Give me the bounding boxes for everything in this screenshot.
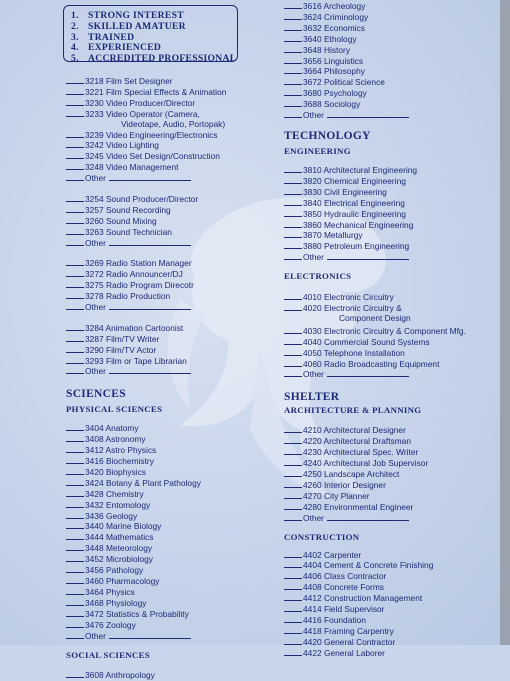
- rating-blank[interactable]: [66, 109, 84, 117]
- item-label: 4010 Electronic Circuitry: [303, 292, 394, 303]
- list-item[interactable]: [66, 445, 281, 456]
- item-label: 3263 Sound Technician: [85, 226, 172, 237]
- other-line[interactable]: Other: [284, 252, 504, 263]
- item-label: 3624 Criminology: [303, 11, 369, 22]
- list-item[interactable]: [284, 359, 504, 370]
- item-label: 3880 Petroleum Engineering: [303, 241, 410, 252]
- rating-blank[interactable]: [284, 337, 302, 345]
- list-item[interactable]: [66, 109, 281, 120]
- rating-blank[interactable]: [66, 587, 84, 595]
- item-label: 4210 Architectural Designer: [303, 425, 406, 436]
- rating-blank[interactable]: [284, 626, 302, 634]
- list-item[interactable]: [66, 609, 281, 620]
- list-item[interactable]: [66, 576, 281, 587]
- legend-number: 2.: [71, 20, 79, 32]
- rating-blank[interactable]: [66, 205, 84, 213]
- continuation-text: Videotape, Audio, Portopak): [121, 118, 226, 129]
- item-label: 3284 Animation Cartoonist: [85, 322, 184, 333]
- other-line[interactable]: Other: [284, 369, 504, 380]
- item-label: 4260 Interior Designer: [303, 479, 386, 490]
- item-label: 4408 Concrete Forms: [303, 582, 384, 593]
- list-item[interactable]: [284, 560, 504, 571]
- list-item[interactable]: [66, 620, 281, 631]
- rating-blank[interactable]: [284, 220, 302, 228]
- left-column: [66, 0, 281, 681]
- rating-blank[interactable]: [284, 550, 302, 558]
- rating-blank[interactable]: [66, 140, 84, 148]
- item-label: 4270 City Planner: [303, 490, 370, 501]
- list-item[interactable]: [284, 88, 504, 99]
- list-item[interactable]: [284, 425, 504, 436]
- item-label: 4220 Architectural Draftsman: [303, 436, 411, 447]
- list-item[interactable]: [66, 162, 281, 173]
- construction-heading: CONSTRUCTION: [284, 531, 360, 542]
- rating-blank[interactable]: [284, 77, 302, 85]
- rating-blank[interactable]: [66, 216, 84, 224]
- rating-blank[interactable]: [66, 620, 84, 628]
- rating-blank[interactable]: [66, 521, 84, 529]
- other-line[interactable]: Other: [66, 631, 281, 642]
- rating-blank[interactable]: [66, 269, 84, 277]
- item-label: 3278 Radio Production: [85, 291, 171, 302]
- legend-label: ACCREDITED PROFESSIONAL: [88, 53, 237, 65]
- list-item[interactable]: [284, 571, 504, 582]
- list-item[interactable]: [66, 565, 281, 576]
- item-label: 3260 Sound Mixing: [85, 215, 157, 226]
- rating-blank[interactable]: [284, 491, 302, 499]
- item-label: 4402 Carpenter: [303, 549, 362, 560]
- item-label: 4020 Electronic Circuitry &: [303, 303, 402, 314]
- rating-blank[interactable]: [66, 576, 84, 584]
- legend-number: 1.: [71, 10, 79, 21]
- list-item[interactable]: [284, 491, 504, 502]
- item-label: 3840 Electrical Engineering: [303, 197, 405, 208]
- list-item[interactable]: [66, 76, 281, 87]
- item-label: 4030 Electronic Circuitry & Component Mfg.: [303, 325, 466, 336]
- rating-blank[interactable]: [284, 469, 302, 477]
- list-item[interactable]: [66, 587, 281, 598]
- list-item[interactable]: [66, 478, 281, 489]
- item-label: 3460 Pharmacology: [85, 576, 160, 587]
- list-item[interactable]: [66, 334, 281, 345]
- list-item[interactable]: [284, 241, 504, 252]
- list-item[interactable]: [284, 615, 504, 626]
- list-item[interactable]: [66, 598, 281, 609]
- list-item[interactable]: [66, 356, 281, 367]
- list-item[interactable]: [66, 291, 281, 302]
- rating-blank[interactable]: [284, 88, 302, 96]
- continuation-text: Component Design: [339, 312, 411, 323]
- list-item[interactable]: [284, 66, 504, 77]
- list-item[interactable]: [66, 151, 281, 162]
- list-item[interactable]: [66, 98, 281, 109]
- item-label: 4406 Class Contractor: [303, 571, 387, 582]
- technology-heading: TECHNOLOGY: [284, 129, 371, 142]
- other-line[interactable]: Other: [66, 238, 281, 249]
- rating-blank[interactable]: [284, 45, 302, 53]
- list-item[interactable]: [66, 456, 281, 467]
- item-label: 3870 Metallurgy: [303, 230, 363, 241]
- item-label: 4418 Framing Carpentry: [303, 625, 394, 636]
- item-label: 3680 Psychology: [303, 88, 367, 99]
- rating-blank[interactable]: [284, 187, 302, 195]
- list-item[interactable]: [66, 227, 281, 238]
- rating-blank[interactable]: [284, 359, 302, 367]
- rating-blank[interactable]: [284, 176, 302, 184]
- item-label: 3464 Physics: [85, 586, 135, 597]
- rating-blank[interactable]: [284, 198, 302, 206]
- list-item[interactable]: [284, 198, 504, 209]
- item-label: 3221 Film Special Effects & Animation: [85, 86, 227, 97]
- social-sciences-heading: SOCIAL SCIENCES: [66, 650, 150, 661]
- item-label: 3290 Film/TV Actor: [85, 344, 157, 355]
- item-label: 3436 Geology: [85, 510, 138, 521]
- item-label: 3257 Sound Recording: [85, 204, 171, 215]
- list-item[interactable]: [284, 1, 504, 12]
- list-item[interactable]: [284, 292, 504, 303]
- list-item[interactable]: [284, 220, 504, 231]
- rating-blank[interactable]: [284, 209, 302, 217]
- item-label: 3810 Architectural Engineering: [303, 164, 418, 175]
- list-item[interactable]: [284, 12, 504, 23]
- rating-blank[interactable]: [284, 292, 302, 300]
- physical-sciences-heading: PHYSICAL SCIENCES: [66, 404, 163, 415]
- item-label: 3408 Astronomy: [85, 434, 146, 445]
- list-item[interactable]: [66, 543, 281, 554]
- rating-blank[interactable]: [66, 323, 84, 331]
- right-column: [284, 0, 504, 659]
- item-label: 3444 Mathematics: [85, 532, 154, 543]
- item-label: 3656 Linguistics: [303, 55, 364, 66]
- rating-blank[interactable]: [66, 478, 84, 486]
- item-label: 3830 Civil Engineering: [303, 186, 387, 197]
- item-label: 3245 Video Set Design/Construction: [85, 151, 220, 162]
- item-label: 3616 Archeology: [303, 1, 366, 11]
- item-label: 4040 Commercial Sound Systems: [303, 336, 430, 347]
- item-label: 3664 Philosophy: [303, 66, 365, 77]
- rating-blank[interactable]: [66, 511, 84, 519]
- item-label: 4060 Radio Broadcasting Equipment: [303, 358, 440, 369]
- item-label: 3632 Economics: [303, 22, 365, 33]
- item-label: 3248 Video Management: [85, 162, 179, 173]
- list-item[interactable]: [284, 447, 504, 458]
- rating-blank[interactable]: [66, 345, 84, 353]
- item-label: 4050 Telephone Installation: [303, 347, 405, 358]
- list-item[interactable]: [66, 345, 281, 356]
- legend-number: 5.: [71, 53, 79, 65]
- item-label: 4280 Environmental Engineer: [303, 501, 414, 512]
- shelter-heading: SHELTER: [284, 391, 340, 404]
- rating-blank[interactable]: [284, 326, 302, 334]
- other-line[interactable]: Other: [66, 302, 281, 313]
- rating-blank[interactable]: [66, 227, 84, 235]
- rating-blank[interactable]: [66, 434, 84, 442]
- other-line[interactable]: Other: [284, 110, 504, 121]
- list-item[interactable]: [284, 34, 504, 45]
- rating-blank[interactable]: [66, 543, 84, 551]
- rating-blank[interactable]: [284, 571, 302, 579]
- rating-blank[interactable]: [66, 565, 84, 573]
- rating-blank[interactable]: [284, 1, 302, 9]
- item-label: 3272 Radio Announcer/DJ: [85, 269, 183, 280]
- list-item[interactable]: [284, 23, 504, 34]
- list-item[interactable]: [284, 45, 504, 56]
- other-line[interactable]: Other: [66, 366, 281, 377]
- item-label: 3233 Video Operator (Camera,: [85, 108, 200, 119]
- item-label: 3608 Anthropology: [85, 670, 155, 681]
- list-item[interactable]: [284, 99, 504, 110]
- rating-blank[interactable]: [66, 423, 84, 431]
- list-item[interactable]: [284, 626, 504, 637]
- list-item[interactable]: [284, 56, 504, 67]
- rating-blank[interactable]: [284, 648, 302, 656]
- rating-blank[interactable]: [66, 670, 84, 678]
- rating-blank[interactable]: [66, 151, 84, 159]
- other-line[interactable]: Other: [66, 173, 281, 184]
- rating-blank[interactable]: [284, 165, 302, 173]
- legend-label: TRAINED: [88, 31, 135, 43]
- list-item[interactable]: [66, 434, 281, 445]
- rating-blank[interactable]: [66, 334, 84, 342]
- item-label: 4422 General Laborer: [303, 647, 385, 658]
- legend-label: EXPERIENCED: [88, 42, 162, 54]
- item-label: 3428 Chemistry: [85, 488, 144, 499]
- item-label: 4412 Construction Management: [303, 593, 423, 604]
- list-item[interactable]: [66, 489, 281, 500]
- item-label: 3275 Radio Program Direcotr: [85, 280, 194, 291]
- list-item[interactable]: [284, 480, 504, 491]
- rating-blank[interactable]: [284, 56, 302, 64]
- item-label: 3472 Statistics & Probability: [85, 608, 189, 619]
- list-item[interactable]: [66, 670, 281, 681]
- item-label: 3218 Film Set Designer: [85, 76, 173, 86]
- list-item[interactable]: [66, 423, 281, 434]
- architecture-planning-heading: ARCHITECTURE & PLANNING: [284, 405, 422, 416]
- rating-blank[interactable]: [66, 258, 84, 266]
- rating-blank[interactable]: [66, 280, 84, 288]
- list-item[interactable]: [284, 187, 504, 198]
- list-item[interactable]: [284, 436, 504, 447]
- rating-blank[interactable]: [284, 436, 302, 444]
- rating-blank[interactable]: [66, 356, 84, 364]
- item-label: 3424 Botany & Plant Pathology: [85, 477, 201, 488]
- item-label: 4416 Foundation: [303, 614, 366, 625]
- list-item[interactable]: [66, 500, 281, 511]
- list-item[interactable]: [284, 176, 504, 187]
- list-item[interactable]: [66, 323, 281, 334]
- list-item[interactable]: [66, 194, 281, 205]
- rating-blank[interactable]: [66, 500, 84, 508]
- item-label: 3404 Anatomy: [85, 423, 139, 434]
- item-label: 3269 Radio Station Manager: [85, 258, 192, 269]
- item-label: 3440 Marine Biology: [85, 521, 162, 532]
- rating-blank[interactable]: [284, 425, 302, 433]
- list-item[interactable]: [284, 337, 504, 348]
- list-item[interactable]: [284, 604, 504, 615]
- rating-blank[interactable]: [66, 291, 84, 299]
- list-item[interactable]: [66, 87, 281, 98]
- rating-blank[interactable]: [66, 532, 84, 540]
- list-item[interactable]: [284, 550, 504, 561]
- item-label: 3688 Sociology: [303, 99, 361, 110]
- rating-blank[interactable]: [284, 458, 302, 466]
- list-item[interactable]: [66, 521, 281, 532]
- list-item[interactable]: [66, 554, 281, 565]
- item-label: 4404 Cement & Concrete Finishing: [303, 560, 434, 571]
- item-label: 3850 Hydraulic Engineering: [303, 208, 406, 219]
- rating-blank[interactable]: [66, 194, 84, 202]
- rating-blank[interactable]: [66, 467, 84, 475]
- item-label: 4414 Field Supervisor: [303, 604, 385, 615]
- rating-blank[interactable]: [66, 87, 84, 95]
- item-label: 3432 Entomology: [85, 499, 151, 510]
- list-item[interactable]: [66, 280, 281, 291]
- list-item[interactable]: [284, 637, 504, 648]
- item-label: 3416 Biochemistry: [85, 456, 154, 467]
- list-item[interactable]: [284, 326, 504, 337]
- rating-blank[interactable]: [284, 66, 302, 74]
- engineering-heading: ENGINEERING: [284, 145, 351, 156]
- item-label: 4420 General Contractor: [303, 636, 396, 647]
- item-label: 3287 Film/TV Writer: [85, 333, 160, 344]
- rating-blank[interactable]: [284, 447, 302, 455]
- rating-blank[interactable]: [284, 230, 302, 238]
- item-label: 4240 Architectural Job Supervisor: [303, 458, 429, 469]
- rating-blank[interactable]: [284, 480, 302, 488]
- list-item[interactable]: [284, 458, 504, 469]
- list-item[interactable]: [284, 502, 504, 513]
- item-label: 3672 Political Science: [303, 77, 385, 88]
- rating-blank[interactable]: [284, 12, 302, 20]
- rating-blank[interactable]: [284, 604, 302, 612]
- item-label: 4250 Landscape Architect: [303, 469, 400, 479]
- electronics-heading: ELECTRONICS: [284, 271, 352, 282]
- rating-blank[interactable]: [284, 502, 302, 510]
- rating-blank[interactable]: [284, 23, 302, 31]
- list-item[interactable]: [66, 205, 281, 216]
- rating-blank[interactable]: [66, 130, 84, 138]
- list-item[interactable]: [66, 258, 281, 269]
- rating-blank[interactable]: [284, 348, 302, 356]
- item-label: 3230 Video Producer/Director: [85, 97, 196, 108]
- rating-blank[interactable]: [66, 554, 84, 562]
- list-item[interactable]: [284, 348, 504, 359]
- sciences-heading: SCIENCES: [66, 388, 126, 401]
- legend-number: 3.: [71, 31, 79, 43]
- rating-blank[interactable]: [284, 637, 302, 645]
- list-item[interactable]: [284, 230, 504, 241]
- rating-blank[interactable]: [66, 162, 84, 170]
- item-label: 3468 Physiology: [85, 597, 147, 608]
- rating-blank[interactable]: [284, 593, 302, 601]
- rating-blank[interactable]: [284, 241, 302, 249]
- rating-blank[interactable]: [66, 598, 84, 606]
- item-label: 3820 Chemical Engineering: [303, 175, 406, 186]
- list-item[interactable]: [284, 209, 504, 220]
- list-item[interactable]: [66, 269, 281, 280]
- rating-blank[interactable]: [66, 456, 84, 464]
- item-label: 3242 Video Lighting: [85, 140, 159, 151]
- list-item[interactable]: [284, 165, 504, 176]
- list-item[interactable]: [284, 593, 504, 604]
- list-item[interactable]: [66, 467, 281, 478]
- item-label: 3293 Film or Tape Librarian: [85, 355, 187, 366]
- item-label: 3640 Ethology: [303, 33, 357, 44]
- list-item[interactable]: [284, 77, 504, 88]
- rating-blank[interactable]: [284, 615, 302, 623]
- item-label: 3648 History: [303, 44, 351, 55]
- rating-blank[interactable]: [284, 582, 302, 590]
- rating-blank[interactable]: [66, 445, 84, 453]
- item-label: 3860 Mechanical Engineering: [303, 219, 414, 230]
- item-label: 3448 Meteorology: [85, 543, 153, 554]
- legend-number: 4.: [71, 42, 79, 54]
- item-label: 4230 Architectural Spec. Writer: [303, 447, 419, 458]
- other-line[interactable]: Other: [284, 513, 504, 524]
- list-item[interactable]: [284, 582, 504, 593]
- rating-blank[interactable]: [66, 76, 84, 84]
- item-label: 3456 Pathology: [85, 565, 144, 576]
- item-label: 3476 Zoology: [85, 619, 136, 630]
- list-item[interactable]: [66, 532, 281, 543]
- rating-blank[interactable]: [284, 303, 302, 311]
- legend-label: STRONG INTEREST: [88, 10, 184, 21]
- item-label: 3239 Video Engineering/Electronics: [85, 129, 218, 140]
- list-item[interactable]: [284, 469, 504, 480]
- rating-blank[interactable]: [284, 99, 302, 107]
- item-label: 3254 Sound Producer/Director: [85, 193, 199, 204]
- rating-blank[interactable]: [66, 98, 84, 106]
- list-item[interactable]: [284, 648, 504, 659]
- item-label: 3452 Microbiology: [85, 554, 153, 565]
- list-item[interactable]: [66, 140, 281, 151]
- rating-blank[interactable]: [284, 560, 302, 568]
- list-item[interactable]: [66, 216, 281, 227]
- rating-blank[interactable]: [66, 609, 84, 617]
- item-label: 3420 Biophysics: [85, 466, 146, 477]
- legend-label: SKILLED AMATUER: [88, 20, 186, 32]
- list-item[interactable]: [66, 130, 281, 141]
- item-label: 3412 Astro Physics: [85, 445, 157, 456]
- rating-blank[interactable]: [66, 489, 84, 497]
- list-item[interactable]: [66, 511, 281, 522]
- rating-blank[interactable]: [284, 34, 302, 42]
